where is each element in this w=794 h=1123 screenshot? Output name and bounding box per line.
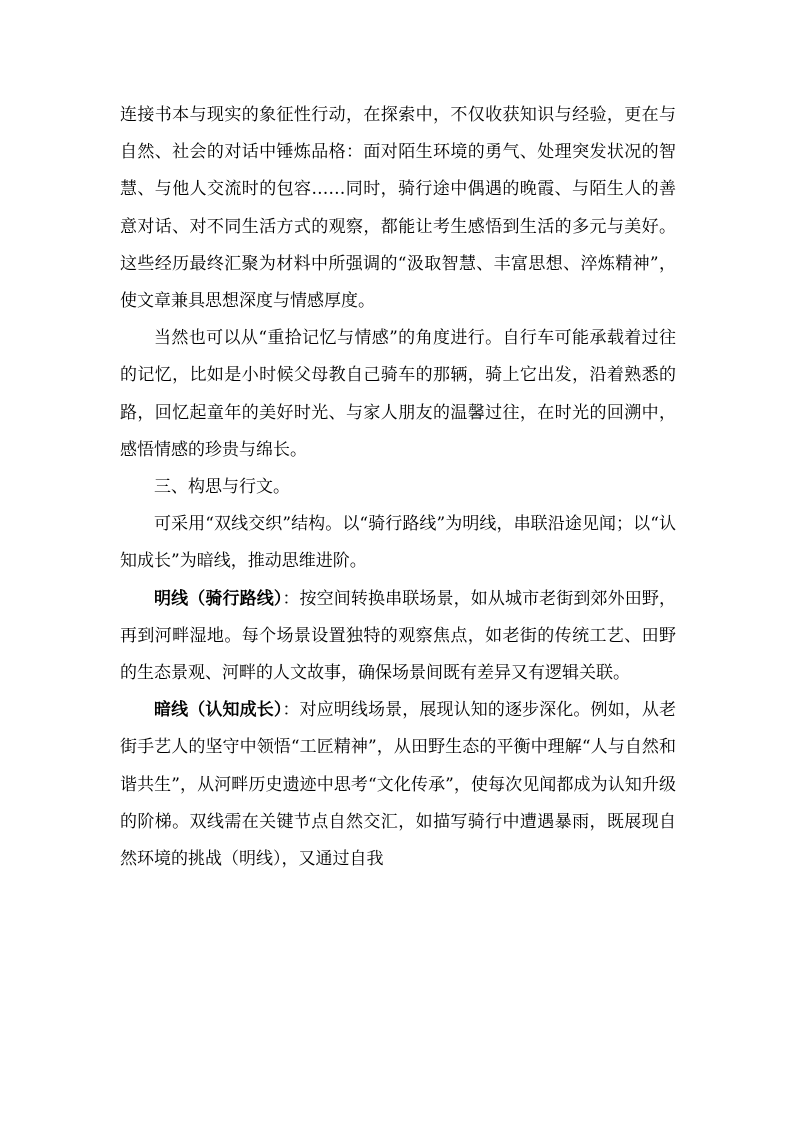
explicit-line-text: ：按空间转换串联场景，如从城市老街到郊外田野，再到河畔湿地。每个场景设置独特的观察焦点，如老街的传统工艺、田野的生态景观、河畔的人文故事，确保场景间既有差异又有逻辑关联。 — [120, 588, 677, 684]
explicit-line-lead: 明线（骑行路线） — [154, 588, 283, 609]
implicit-line-text: ：对应明线场景，展现认知的逐步深化。例如，从老街手艺人的坚守中领悟“工匠精神”，从田野生态的平衡中理解“人与自然和谐共生”，从河畔历史遗迹中思考“文化传承”，使每次见闻都成为认知升级的阶梯。双线需在关键节点自然交汇，如描写骑行中遭遇暴雨，既展现自然环境的挑战（明线），又通过自我 — [120, 700, 677, 870]
section-heading-structure: 三、构思与行文。 — [154, 477, 290, 498]
paragraph-explicit-line — [120, 581, 676, 693]
paragraph-memory-angle: 当然也可以从“重拾记忆与情感”的角度进行。自行车可能承载着过往的记忆，比如是小时候父母教自己骑车的那辆，骑上它出发，沿着熟悉的路，回忆起童年的美好时光、与家人朋友的温馨过往，在时光的回溯中，感悟情感的珍贵与绵长。 — [120, 328, 676, 460]
paragraph-dual-line: 可采用“双线交织”结构。以“骑行路线”为明线，串联沿途见闻；以“认知成长”为暗线，推动思维进阶。 — [120, 514, 676, 572]
implicit-line-lead: 暗线（认知成长） — [154, 700, 283, 721]
paragraph-implicit-line — [120, 692, 676, 878]
document-body — [120, 97, 676, 878]
paragraph-continuation: 连接书本与现实的象征性行动，在探索中，不仅收获知识与经验，更在与自然、社会的对话中锤炼品格：面对陌生环境的勇气、处理突发状况的智慧、与他人交流时的包容……同时，骑行途中偶遇的晚霞、与陌生人的善意对话、对不同生活方式的观察，都能让考生感悟到生活的多元与美好。这些经历最终汇聚为材料中所强调的“汲取智慧、丰富思想、淬炼精神”，使文章兼具思想深度与情感厚度。 — [120, 105, 676, 312]
